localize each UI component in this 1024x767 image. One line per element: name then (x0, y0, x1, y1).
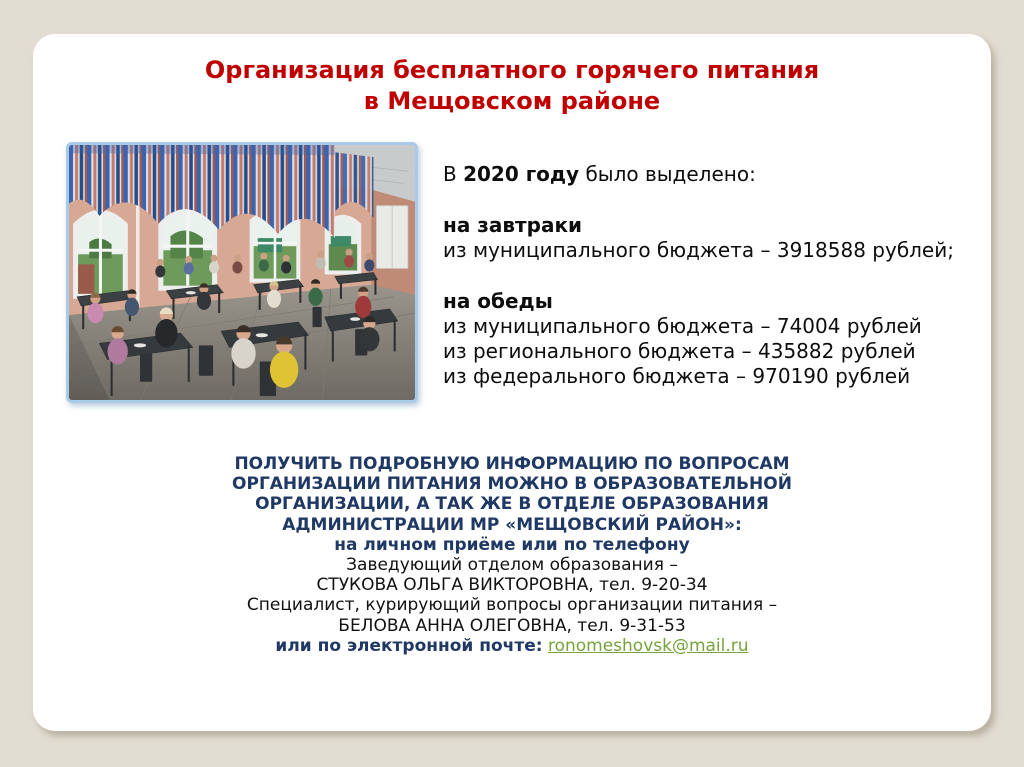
intro-prefix: В (443, 162, 464, 186)
cabinet (376, 206, 407, 269)
wall-pipe (136, 200, 140, 307)
lunch-amount-line: из муниципального бюджета – 74004 рублей (443, 314, 922, 338)
lunch-amount-line: из регионального бюджета – 435882 рублей (443, 339, 916, 363)
contact-header-line: АДМИНИСТРАЦИИ МР «МЕЩОВСКИЙ РАЙОН»: (282, 514, 742, 535)
breakfast-amount-line: из муниципального бюджета – 3918588 рублей; (443, 238, 954, 262)
cafeteria-photo-illustration (69, 145, 415, 400)
email-line (33, 636, 991, 656)
budget-info (443, 162, 963, 389)
lunch-heading: на обеды (443, 289, 553, 313)
intro-suffix: было выделено: (579, 162, 756, 186)
person1-name-phone: СТУКОВА ОЛЬГА ВИКТОРОВНА, тел. 9-20-34 (316, 575, 708, 596)
slide-title (33, 55, 991, 117)
cafeteria-photo (66, 142, 418, 403)
title-line-2: в Мещовском районе (363, 87, 661, 115)
contact-header-line: ОРГАНИЗАЦИИ, А ТАК ЖЕ В ОТДЕЛЕ ОБРАЗОВАНИЯ (255, 494, 769, 515)
contact-info (33, 454, 991, 656)
intro-year: 2020 году (463, 162, 580, 186)
breakfast-heading: на завтраки (443, 213, 583, 237)
person2-role: Специалист, курирующий вопросы организации питания – (246, 595, 778, 616)
email-link[interactable]: ronomeshovsk@mail.ru (547, 635, 749, 656)
email-label: или по электронной почте: (275, 635, 543, 656)
contact-phone-line: на личном приёме или по телефону (334, 534, 690, 555)
contact-header-line: ОРГАНИЗАЦИИ ПИТАНИЯ МОЖНО В ОБРАЗОВАТЕЛЬНОЙ (232, 474, 792, 495)
lunch-amount-line: из федерального бюджета – 970190 рублей (443, 364, 911, 388)
budget-intro (443, 162, 963, 187)
person2-name-phone: БЕЛОВА АННА ОЛЕГОВНА, тел. 9-31-53 (338, 615, 686, 636)
person1-role: Заведующий отделом образования – (346, 555, 678, 576)
slide-card (33, 34, 991, 731)
title-line-1: Организация бесплатного горячего питания (204, 56, 820, 84)
contact-header-line: ПОЛУЧИТЬ ПОДРОБНУЮ ИНФОРМАЦИЮ ПО ВОПРОСАМ (234, 454, 790, 474)
